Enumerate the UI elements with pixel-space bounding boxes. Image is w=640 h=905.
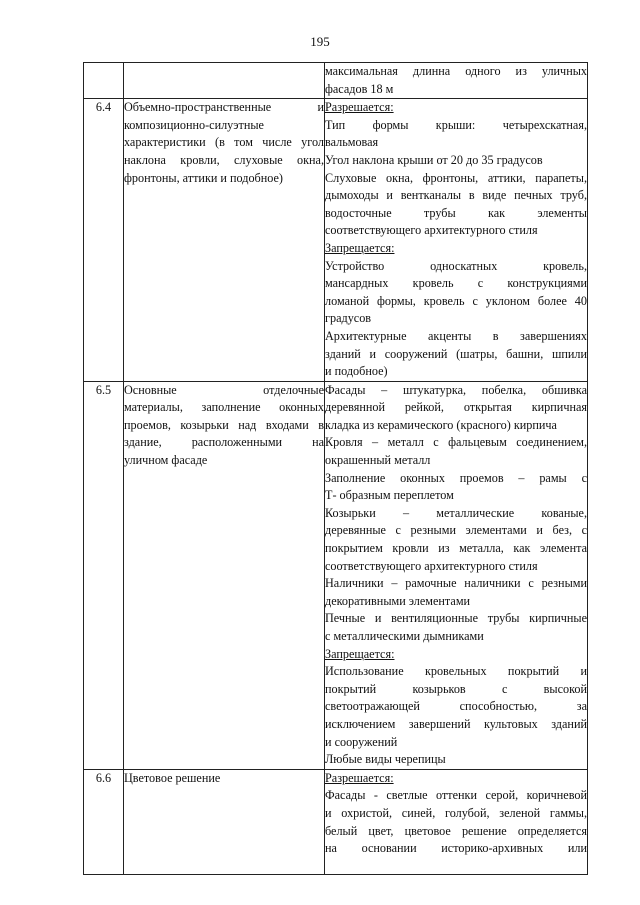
characteristic-line: Основные отделочные	[124, 382, 324, 397]
requirement-line: ломаной формы, кровель с уклоном более 40	[325, 293, 587, 308]
requirement-line: водосточные трубы как элементы	[325, 205, 587, 220]
row-number	[84, 63, 124, 99]
requirement-line: Любые виды черепицы	[325, 752, 446, 767]
requirement-line: деревянной рейкой, открытая кирпичная	[325, 400, 587, 415]
requirement-line: фасадов 18 м	[325, 81, 394, 96]
requirement-line: мансардных кровель с конструкциями	[325, 276, 587, 291]
requirement-line: покрытием кровли из металла, как элемента	[325, 541, 587, 556]
requirement-line: Тип формы крыши: четырехскатная,	[325, 117, 587, 132]
section-heading: Разрешается:	[325, 100, 394, 115]
requirement-line: покрытий козырьков с высокой	[325, 681, 587, 696]
requirement-line: кладка из керамического (красного) кирпича	[325, 417, 557, 432]
requirements-cell	[325, 99, 588, 382]
characteristic-cell	[124, 63, 325, 99]
requirement-line: дымоходы и вентканалы в виде печных труб,	[325, 188, 587, 203]
requirement-line: деревянные с резными элементами и без, с	[325, 523, 587, 538]
characteristic-line: уличном фасаде	[124, 453, 208, 468]
characteristic-line: фронтоны, аттики и подобное)	[124, 170, 283, 185]
requirement-line: на основании историко-архивных или	[325, 841, 587, 856]
requirement-line: Козырьки – металлические кованые,	[325, 505, 587, 520]
requirement-line: Угол наклона крыши от 20 до 35 градусов	[325, 152, 543, 167]
row-number: 6.6	[84, 769, 124, 874]
requirement-line: соответствующего архитектурного стиля	[325, 223, 538, 238]
requirement-line: и сооружений	[325, 734, 398, 749]
characteristic-line: композиционно-силуэтные	[124, 117, 264, 132]
requirement-line: окрашенный металл	[325, 453, 431, 468]
characteristic-line: наклона кровли, слуховые окна,	[124, 152, 324, 167]
requirement-line: Наличники – рамочные наличники с резными	[325, 576, 587, 591]
requirements-cell	[325, 381, 588, 769]
page-number: 195	[310, 34, 330, 49]
requirement-line: максимальная длинна одного из уличных	[325, 64, 587, 78]
requirement-line: Использование кровельных покрытий и	[325, 664, 587, 679]
requirement-line: соответствующего архитектурного стиля	[325, 558, 538, 573]
requirement-line: вальмовая	[325, 135, 379, 150]
characteristic-line: Цветовое решение	[124, 770, 221, 785]
regulations-table	[83, 62, 588, 875]
characteristic-line: Объемно-пространственные и	[124, 100, 324, 115]
requirement-line: зданий и сооружений (шатры, башни, шпили	[325, 346, 587, 361]
requirement-line: с металлическими дымниками	[325, 629, 484, 643]
requirement-line: Заполнение оконных проемов – рамы с	[325, 470, 587, 485]
row-number: 6.5	[84, 381, 124, 769]
table-row	[84, 63, 588, 99]
requirement-line: и подобное)	[325, 364, 388, 379]
characteristic-cell	[124, 99, 325, 382]
table-row	[84, 381, 588, 769]
requirement-line: белый цвет, цветовое решение определяется	[325, 823, 587, 838]
requirement-line: Фасады – штукатурка, побелка, обшивка	[325, 382, 587, 397]
characteristic-cell	[124, 381, 325, 769]
requirement-line: Т- образным переплетом	[325, 488, 454, 503]
requirement-line: Фасады - светлые оттенки серой, коричневой	[325, 788, 587, 803]
table-row	[84, 769, 588, 874]
characteristic-cell	[124, 769, 325, 874]
requirement-line: Печные и вентиляционные трубы кирпичные	[325, 611, 587, 626]
characteristic-line: материалы, заполнение оконных	[124, 400, 324, 415]
requirement-line: Кровля – металл с фальцевым соединением,	[325, 435, 587, 450]
requirement-line: декоративными элементами	[325, 593, 471, 608]
requirement-line: Архитектурные акценты в завершениях	[325, 328, 587, 343]
requirement-line: и охристой, синей, голубой, зеленой гаммы,	[325, 805, 587, 820]
requirements-cell	[325, 769, 588, 874]
requirement-line: Устройство односкатных кровель,	[325, 258, 587, 273]
requirements-cell	[325, 63, 588, 99]
requirement-line: исключением завершений культовых зданий	[325, 716, 587, 731]
table-row	[84, 99, 588, 382]
section-heading: Разрешается:	[325, 770, 394, 785]
characteristic-line: характеристики (в том числе угол	[124, 135, 324, 150]
requirement-line: светоотражающей способностью, за	[325, 699, 587, 714]
section-heading: Запрещается:	[325, 646, 395, 661]
section-heading: Запрещается:	[325, 240, 395, 255]
characteristic-line: здание, расположенными на	[124, 435, 324, 450]
row-number: 6.4	[84, 99, 124, 382]
characteristic-line: проемов, козырьки над входами в	[124, 417, 324, 432]
requirement-line: Слуховые окна, фронтоны, аттики, парапеты,	[325, 170, 587, 185]
requirement-line: градусов	[325, 311, 372, 326]
